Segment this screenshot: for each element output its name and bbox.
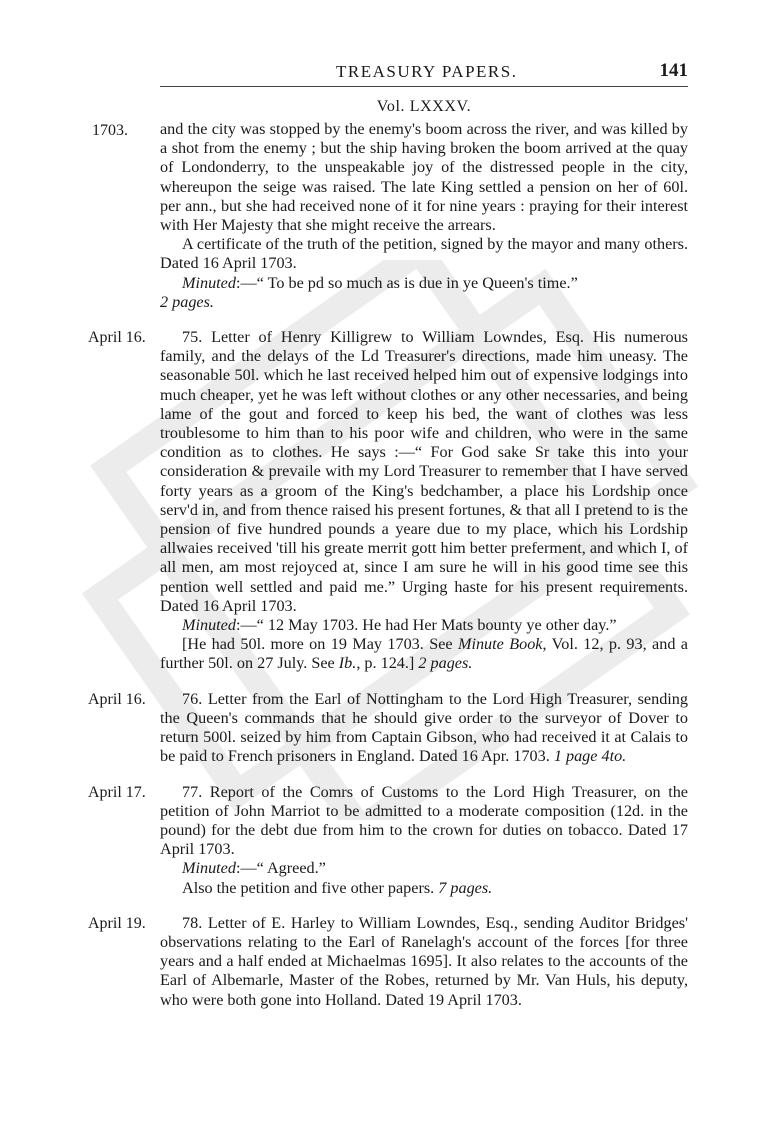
entry-77: 77. Report of the Comrs of Customs to the Lord High Treasurer, on the petition of John Marriot to be admitted to a moderate composition (12d. in the pound) for the debt due from him to the crown for duties on tobacco. Dated 17 April 1703. [160, 782, 688, 859]
minuted-text: :—“ To be pd so much as is due in ye Queen's time.” [235, 273, 578, 292]
header-rule [160, 86, 688, 87]
margin-date: April 16. [88, 329, 146, 346]
minuted-label: Minuted [182, 273, 236, 292]
also-text: Also the petition and five other papers. [182, 878, 435, 897]
page-number: 141 [659, 60, 688, 81]
page-count-text: 7 pages. [438, 878, 493, 897]
entry-77-minute [160, 859, 688, 878]
running-title: TREASURY PAPERS. [336, 62, 518, 81]
margin-year: 1703. [92, 122, 128, 139]
minuted-text: :—“ 12 May 1703. He had Her Mats bounty ye other day.” [235, 616, 617, 635]
note-text: , Vol. 12, p. 93, and a further 50l. on 27 July. See [160, 635, 688, 673]
volume-heading: Vol. LXXXV. [376, 98, 472, 115]
entry-76-text: 76. Letter from the Earl of Nottingham to the Lord High Treasurer, sending the Queen's commands that he should give order to the surveyor of Dover to return 500l. seized by him from Captain Gibson, who had received it at Calais to be paid to French prisoners in England. Dated 16 Apr. 1703. [160, 689, 688, 766]
margin-date: April 16. [88, 691, 146, 708]
minuted-label: Minuted [182, 859, 236, 878]
entry-75-note [160, 635, 688, 673]
margin-date: April 17. [88, 784, 146, 801]
page-count-text: 1 page 4to. [553, 747, 627, 766]
entry-78: 78. Letter of E. Harley to William Lowndes, Esq., sending Auditor Bridges' observations relating to the Earl of Ranelagh's account of the forces [for three years and a half ended at Michaelmas 1695]. It also relates to the accounts of the Earl of Albemarle, Master of the Robes, returned by Mr. Van Huls, his deputy, who were both gone into Holland. Dated 19 April 1703. [160, 913, 688, 1009]
minuted-label: Minuted [182, 616, 236, 635]
body-text [160, 120, 688, 1010]
note-reference: Ib. [338, 654, 357, 673]
page-count [160, 293, 688, 312]
note-reference: Minute Book [457, 635, 543, 654]
margin-date: April 19. [88, 915, 146, 932]
note-text: , p. 124.] [356, 654, 415, 673]
entry-77-also [160, 879, 688, 898]
page-count-text: 2 pages. [418, 654, 473, 673]
entry-75-minute [160, 616, 688, 635]
entry-75: 75. Letter of Henry Killigrew to William Lowndes, Esq. His numerous family, and the delays of the Ld Treasurer's directions, made him uneasy. The seasonable 50l. which he last received helped him out of expensive lodgings into much cheaper, yet he was left without clothes or any other necessaries, and being lame of the gout and forced to keep his bed, the want of clothes was less troublesome to him than to his poor wife and children, who were in the same condition as to clothes. He says :—“ For God sake Sr take this into your consideration & prevaile with my Lord Treasurer to remember that I have served forty years as a groom of the King's bedchamber, a place his Lordship once serv'd in, and from thence raised his present fortunes, & that all I pretend to is the pension of five hundred pounds a yeare due to my place, which his Lordship allwaies received 'till his greate merrit gott him better preferment, and which I, of all men, am most rejoyced at, since I am sure he will in his good time see this pention well settled and paid me.” Urging haste for his present requirements. Dated 16 April 1703. [160, 328, 688, 615]
running-head [160, 56, 700, 86]
page-count-text: 2 pages. [160, 292, 214, 311]
minute-note [160, 274, 688, 293]
note-text: [He had 50l. more on 19 May 1703. See [182, 635, 453, 654]
entry-76 [160, 690, 688, 767]
paragraph-certificate: A certificate of the truth of the petition, signed by the mayor and many others. Dated 16 April 1703. [160, 235, 688, 273]
paragraph-continuation: and the city was stopped by the enemy's boom across the river, and was killed by a shot from the enemy ; but the ship having broken the boom arrived at the quay of Londonderry, to the unspeakable joy of the distressed people in the city, whereupon the seige was raised. The late King settled a pension on her of 60l. per ann., but she had received none of it for nine years : praying for their interest with Her Majesty that she might receive the arrears. [160, 120, 688, 235]
minuted-text: :—“ Agreed.” [235, 859, 326, 878]
